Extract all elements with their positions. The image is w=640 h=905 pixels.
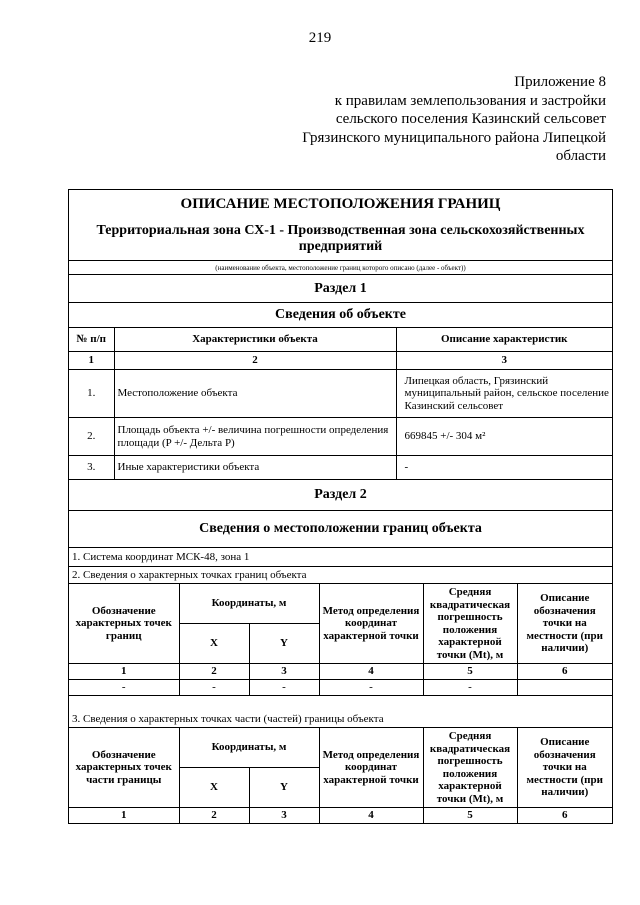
parts-caption: 3. Сведения о характерных точках части (частей) границы объекта xyxy=(69,711,612,728)
column-number: 3 xyxy=(249,808,319,824)
header-error: Средняя квадратическая погрешность положения характерной точки (Mt), м xyxy=(423,728,517,808)
header-designation: Обозначение характерных точек части границы xyxy=(69,728,179,808)
boundary-description-form xyxy=(68,189,613,824)
row-value: - xyxy=(396,456,612,480)
table-row xyxy=(69,418,612,456)
header-x: X xyxy=(179,624,249,664)
object-info-table xyxy=(69,327,612,480)
cell: - xyxy=(249,680,319,696)
section-1-title: Сведения об объекте xyxy=(69,303,612,328)
boundary-points-table xyxy=(69,583,612,696)
table-row xyxy=(69,370,612,418)
title-block xyxy=(69,190,612,261)
header-y: Y xyxy=(249,768,319,808)
column-number: 1 xyxy=(69,664,179,680)
row-name: Площадь объекта +/- величина погрешности определения площади (P +/- Дельта P) xyxy=(114,418,396,456)
column-number: 1 xyxy=(69,352,114,370)
cell: - xyxy=(319,680,423,696)
column-number: 4 xyxy=(319,664,423,680)
header-error: Средняя квадратическая погрешность положения характерной точки (Mt), м xyxy=(423,584,517,664)
zone-name-line: Территориальная зона СХ-1 - Производственная зона сельскохозяйственных xyxy=(96,223,585,238)
appendix-line: области xyxy=(555,148,606,164)
row-number: 2. xyxy=(69,418,114,456)
header-number: № п/п xyxy=(69,328,114,352)
row-number: 1. xyxy=(69,370,114,418)
cell: - xyxy=(69,680,179,696)
cell: - xyxy=(423,680,517,696)
row-value: Липецкая область, Грязинский муниципальный район, сельское поселение Казинский сельсовет xyxy=(396,370,612,418)
cell: - xyxy=(179,680,249,696)
part-boundary-points-table xyxy=(69,727,612,824)
header-coordinates: Координаты, м xyxy=(179,728,319,768)
column-number: 4 xyxy=(319,808,423,824)
table-row xyxy=(69,680,612,696)
section-1-heading: Раздел 1 xyxy=(69,275,612,303)
table-row xyxy=(69,456,612,480)
appendix-line: Грязинского муниципального района Липецкой xyxy=(302,129,606,146)
column-number: 2 xyxy=(179,808,249,824)
coordinate-system: 1. Система координат МСК-48, зона 1 xyxy=(69,548,612,567)
header-description: Описание характеристик xyxy=(396,328,612,352)
page-number: 219 xyxy=(308,30,332,46)
header-characteristic: Характеристики объекта xyxy=(114,328,396,352)
header-point-description: Описание обозначения точки на местности (при наличии) xyxy=(517,584,612,664)
object-caption: (наименование объекта, местоположение границ которого описано (далее - объект)) xyxy=(69,261,612,275)
row-name: Иные характеристики объекта xyxy=(114,456,396,480)
row-number: 3. xyxy=(69,456,114,480)
header-x: X xyxy=(179,768,249,808)
header-designation: Обозначение характерных точек границ xyxy=(69,584,179,664)
column-number: 2 xyxy=(179,664,249,680)
appendix-line: к правилам землепользования и застройки xyxy=(334,92,606,109)
zone-name xyxy=(69,223,612,255)
column-number: 2 xyxy=(114,352,396,370)
header-y: Y xyxy=(249,624,319,664)
appendix-header xyxy=(246,73,606,166)
column-number: 6 xyxy=(517,664,612,680)
cell xyxy=(517,680,612,696)
header-method: Метод определения координат характерной точки xyxy=(319,584,423,664)
section-2-heading: Раздел 2 xyxy=(69,479,612,511)
column-number: 1 xyxy=(69,808,179,824)
header-method: Метод определения координат характерной точки xyxy=(319,728,423,808)
zone-name-line: предприятий xyxy=(298,239,383,254)
section-2-title: Сведения о местоположении границ объекта xyxy=(69,511,612,548)
appendix-line: Приложение 8 xyxy=(514,74,606,90)
points-caption: 2. Сведения о характерных точках границ объекта xyxy=(69,567,612,584)
appendix-line: сельского поселения Казинский сельсовет xyxy=(335,111,606,127)
column-number: 5 xyxy=(423,664,517,680)
row-name: Местоположение объекта xyxy=(114,370,396,418)
header-coordinates: Координаты, м xyxy=(179,584,319,624)
row-value: 669845 +/- 304 м² xyxy=(396,418,612,456)
column-number: 5 xyxy=(423,808,517,824)
column-number: 3 xyxy=(396,352,612,370)
document-title: ОПИСАНИЕ МЕСТОПОЛОЖЕНИЯ ГРАНИЦ xyxy=(180,196,501,212)
column-number: 6 xyxy=(517,808,612,824)
header-point-description: Описание обозначения точки на местности (при наличии) xyxy=(517,728,612,808)
column-number: 3 xyxy=(249,664,319,680)
